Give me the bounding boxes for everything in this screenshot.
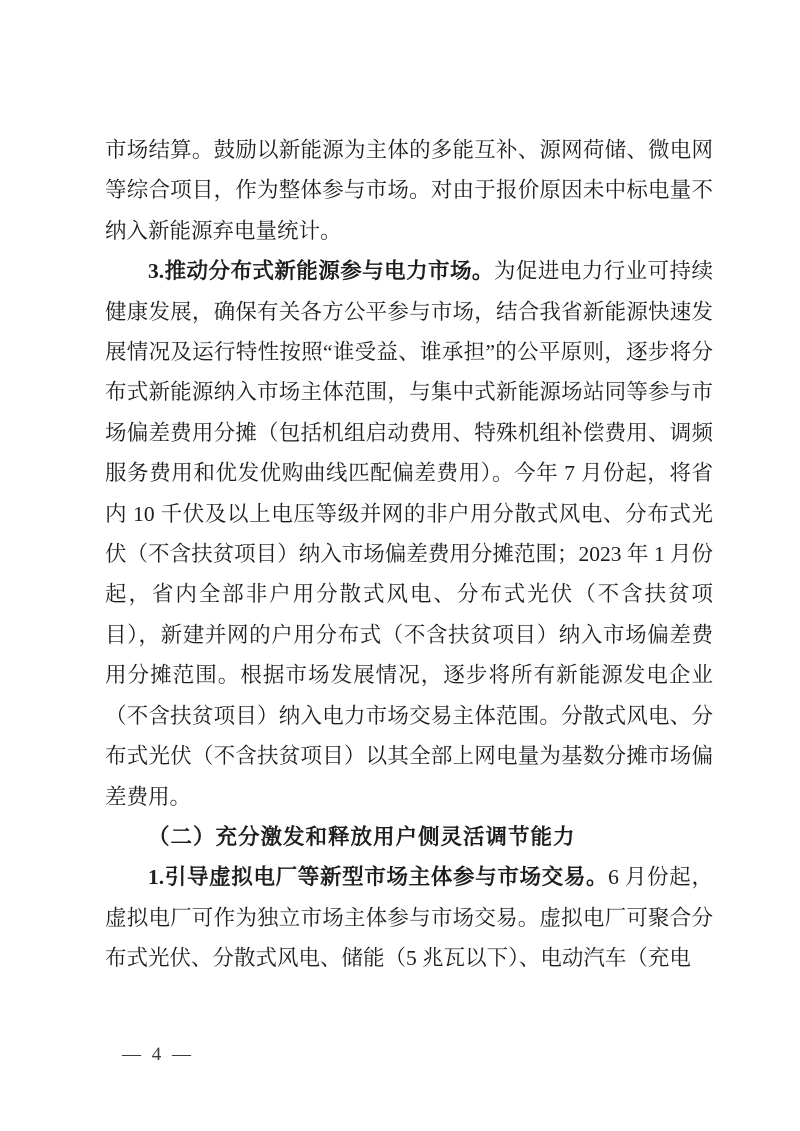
paragraph xyxy=(105,251,713,817)
document-body xyxy=(105,130,713,979)
text-run: 市场结算。鼓励以新能源为主体的多能互补、源网荷储、微电网等综合项目，作为整体参与市场。对由于报价原因未中标电量不纳入新能源弃电量统计。 xyxy=(105,138,713,243)
text-run: 为促进电力行业可持续健康发展，确保有关各方公平参与市场，结合我省新能源快速发展情况及运行特性按照“谁受益、谁承担”的公平原则，逐步将分布式新能源纳入市场主体范围，与集中式新能源场站同等参与市场偏差费用分摊（包括机组启动费用、特殊机组补偿费用、调频服务费用和优发优购曲线匹配偏差费用）。今年 7 月份起，将省内 10 千伏及以上电压等级并网的非户用分散式风电、分布式光伏（不含扶贫项目）纳入市场偏差费用分摊范围；2023 年 1 月份起，省内全部非户用分散式风电、分布式光伏（不含扶贫项目），新建并网的户用分布式（不含扶贫项目）纳入市场偏差费用分摊范围。根据市场发展情况，逐步将所有新能源发电企业（不含扶贫项目）纳入电力市场交易主体范围。分散式风电、分布式光伏（不含扶贫项目）以其全部上网电量为基数分摊市场偏差费用。 xyxy=(105,259,713,809)
text-run: 3.推动分布式新能源参与电力市场。 xyxy=(148,259,494,284)
page-number: — 4 — xyxy=(122,1044,194,1065)
paragraph xyxy=(105,857,713,978)
text-run: 6 月份起，虚拟电厂可作为独立市场主体参与市场交易。虚拟电厂可聚合分布式光伏、分散式风电、储能（5 兆瓦以下）、电动汽车（充电 xyxy=(105,865,713,971)
paragraph xyxy=(105,130,713,251)
text-run: 1.引导虚拟电厂等新型市场主体参与市场交易。 xyxy=(148,865,609,890)
text-run: （二）充分激发和释放用户侧灵活调节能力 xyxy=(148,824,576,849)
paragraph xyxy=(105,817,713,857)
